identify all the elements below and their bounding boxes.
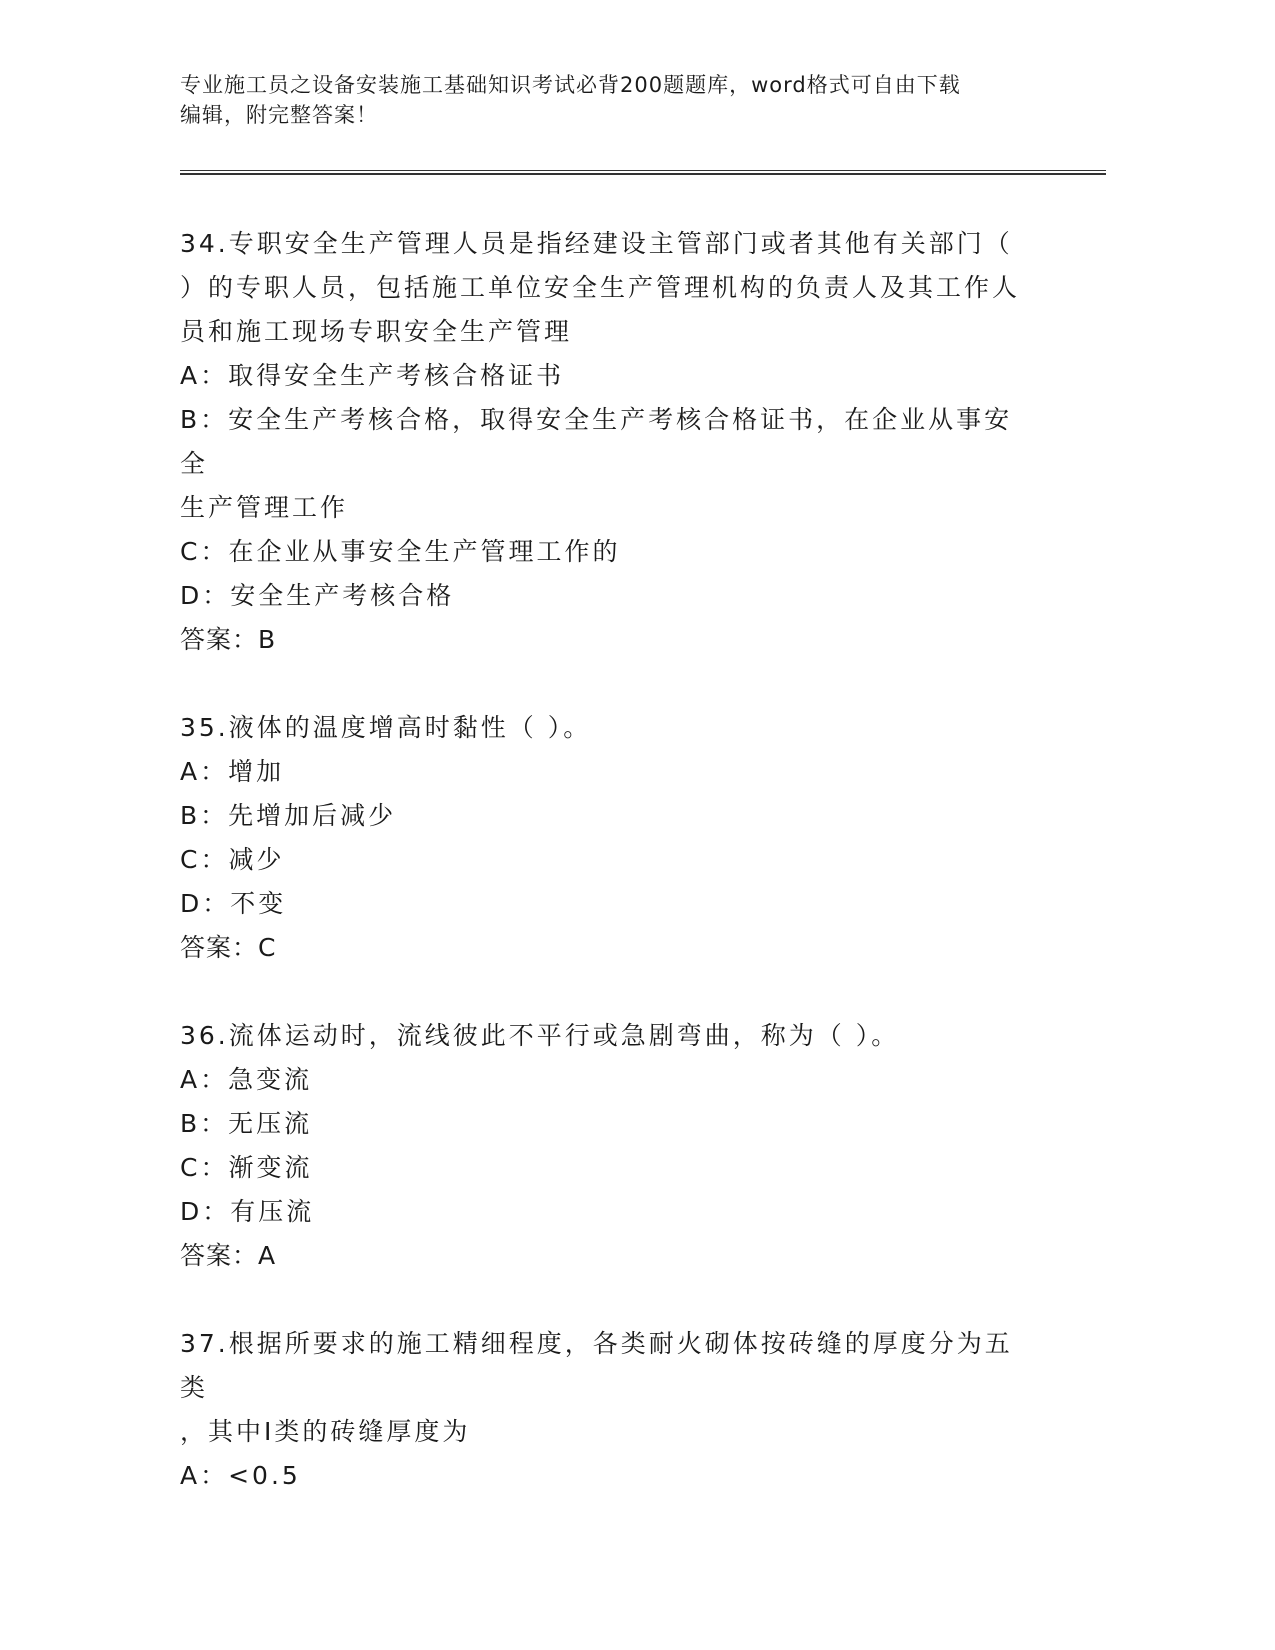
- option-c: C：在企业从事安全生产管理工作的: [180, 537, 621, 566]
- question-stem-line: 34.专职安全生产管理人员是指经建设主管部门或者其他有关部门（: [180, 229, 1013, 258]
- question-stem-line: ）的专职人员，包括施工单位安全生产管理机构的负责人及其工作人: [180, 273, 1021, 302]
- question-35: [180, 706, 1040, 970]
- option-c: C：渐变流: [180, 1153, 313, 1182]
- option-a: A：急变流: [180, 1065, 313, 1094]
- answer-label: 答案：B: [180, 625, 277, 654]
- option-a: A：<0.5: [180, 1461, 301, 1490]
- option-b: B：先增加后减少: [180, 801, 397, 830]
- question-34: [180, 222, 1040, 662]
- header-line-1: 专业施工员之设备安装施工基础知识考试必背200题题库，word格式可自由下载: [180, 73, 961, 97]
- question-stem-line: 37.根据所要求的施工精细程度，各类耐火砌体按砖缝的厚度分为五类: [180, 1329, 1013, 1402]
- document-header: [180, 70, 1040, 130]
- question-stem-line: ，其中Ⅰ类的砖缝厚度为: [180, 1417, 471, 1446]
- question-stem-line: 员和施工现场专职安全生产管理: [180, 317, 573, 346]
- option-a: A：增加: [180, 757, 285, 786]
- question-37: [180, 1322, 1040, 1498]
- option-d: D：有压流: [180, 1197, 315, 1226]
- option-b: B：安全生产考核合格，取得安全生产考核合格证书，在企业从事安全: [180, 405, 1013, 478]
- option-b-continued: 生产管理工作: [180, 493, 349, 522]
- option-a: A：取得安全生产考核合格证书: [180, 361, 565, 390]
- option-d: D：不变: [180, 889, 287, 918]
- header-line-2: 编辑，附完整答案！: [180, 103, 378, 127]
- option-c: C：减少: [180, 845, 285, 874]
- answer-label: 答案：A: [180, 1241, 277, 1270]
- header-divider: [180, 170, 1106, 175]
- answer-label: 答案：C: [180, 933, 277, 962]
- option-d: D：安全生产考核合格: [180, 581, 455, 610]
- question-stem-line: 36.流体运动时，流线彼此不平行或急剧弯曲，称为（ ）。: [180, 1021, 900, 1050]
- option-b: B：无压流: [180, 1109, 313, 1138]
- question-list: [180, 222, 1040, 1542]
- question-36: [180, 1014, 1040, 1278]
- question-stem-line: 35.液体的温度增高时黏性（ ）。: [180, 713, 592, 742]
